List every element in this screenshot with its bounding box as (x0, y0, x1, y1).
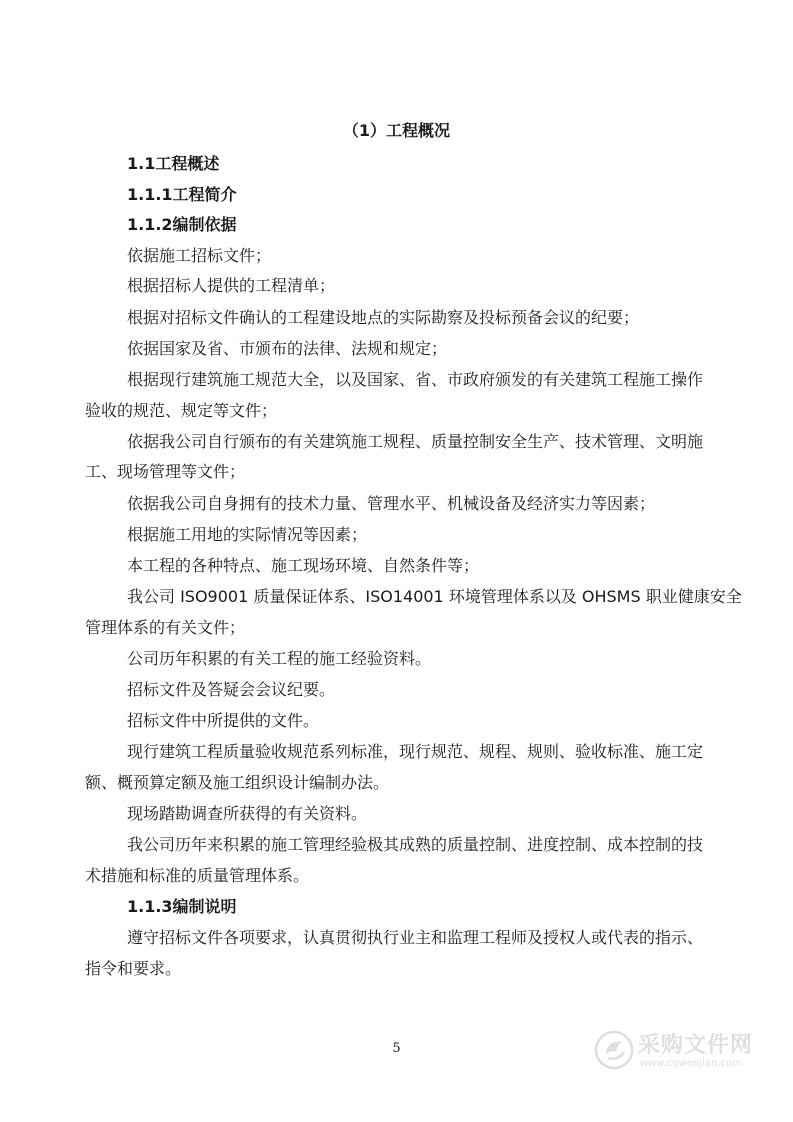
paragraph-line: 指令和要求。 (85, 959, 182, 978)
heading-1-1-1: 1.1.1工程简介 (127, 185, 237, 204)
paragraph-line: 本工程的各种特点、施工现场环境、自然条件等； (127, 556, 480, 575)
paragraph-line: 根据招标人提供的工程清单； (127, 276, 336, 295)
paragraph-line: 术措施和标准的质量管理体系。 (85, 866, 310, 885)
paragraph-line: 额、概预算定额及施工组织设计编制办法。 (85, 773, 390, 792)
paragraph-line: 根据现行建筑施工规范大全，以及国家、省、市政府颁发的有关建筑工程施工操作 (127, 370, 704, 389)
watermark-url: www.cgwenjian.com (640, 1058, 742, 1069)
paragraph-line: 依据国家及省、市颁布的法律、法规和规定； (127, 339, 448, 358)
paragraph-line: 我公司 ISO9001 质量保证体系、ISO14001 环境管理体系以及 OHSMS 职业健康安全 (127, 587, 742, 606)
paragraph-line: 依据我公司自身拥有的技术力量、管理水平、机械设备及经济实力等因素； (127, 494, 656, 513)
paragraph-line: 验收的规范、规定等文件； (85, 401, 278, 420)
page-title: （1）工程概况 (342, 121, 451, 140)
page-number: 5 (392, 1041, 401, 1056)
paragraph-line: 根据对招标文件确认的工程建设地点的实际勘察及投标预备会议的纪要； (127, 308, 640, 327)
paragraph-line: 公司历年积累的有关工程的施工经验资料。 (127, 649, 432, 668)
paragraph-line: 我公司历年来积累的施工管理经验极其成熟的质量控制、进度控制、成本控制的技 (127, 835, 704, 854)
heading-1-1: 1.1工程概述 (127, 154, 220, 173)
paragraph-line: 管理体系的有关文件； (85, 618, 246, 637)
paragraph-line: 依据施工招标文件； (127, 246, 272, 265)
paragraph-line: 招标文件及答疑会会议纪要。 (127, 680, 336, 699)
watermark (594, 1026, 784, 1076)
watermark-name: 采购文件网 (638, 1033, 754, 1058)
paragraph-line: 根据施工用地的实际情况等因素； (127, 525, 368, 544)
paragraph-line: 现场踏勘调查所获得的有关资料。 (127, 804, 368, 823)
paragraph-line: 现行建筑工程质量验收规范系列标准，现行规范、规程、规则、验收标准、施工定 (127, 742, 704, 761)
paragraph-line: 招标文件中所提供的文件。 (127, 711, 320, 730)
heading-1-1-3: 1.1.3编制说明 (127, 897, 237, 916)
heading-1-1-2: 1.1.2编制依据 (127, 215, 237, 234)
paragraph-line: 依据我公司自行颁布的有关建筑施工规程、质量控制安全生产、技术管理、文明施 (127, 432, 704, 451)
paragraph-line: 工、现场管理等文件； (85, 462, 246, 481)
paragraph-line: 遵守招标文件各项要求，认真贯彻执行业主和监理工程师及授权人或代表的指示、 (127, 928, 704, 947)
shield-logo-icon (594, 1030, 634, 1070)
